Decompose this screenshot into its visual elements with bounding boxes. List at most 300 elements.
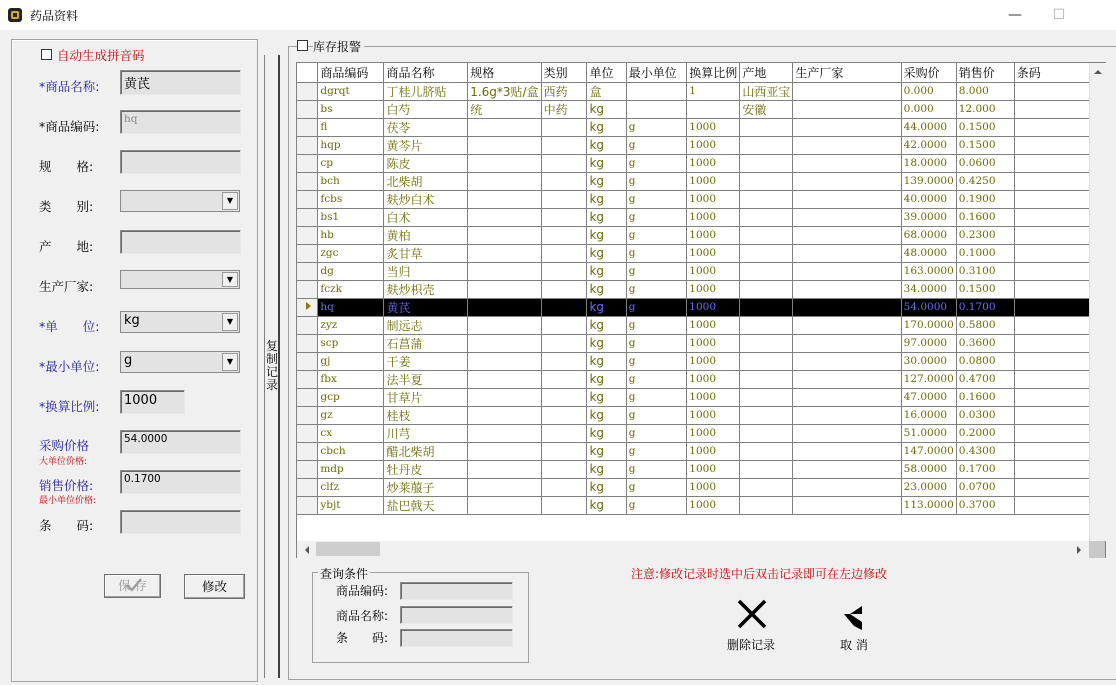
table-cell[interactable]: kg: [587, 316, 626, 334]
scroll-left-arrow-icon[interactable]: [302, 545, 312, 555]
table-cell[interactable]: 丁桂儿脐贴: [384, 82, 468, 100]
table-cell[interactable]: kg: [587, 208, 626, 226]
table-cell[interactable]: 18.0000: [901, 154, 956, 172]
table-cell[interactable]: [1014, 82, 1099, 100]
row-indicator[interactable]: [297, 388, 318, 406]
row-indicator[interactable]: [297, 244, 318, 262]
row-indicator[interactable]: [297, 352, 318, 370]
table-cell[interactable]: [1014, 316, 1099, 334]
table-cell[interactable]: [793, 478, 901, 496]
table-cell[interactable]: [468, 334, 541, 352]
table-cell[interactable]: [793, 334, 901, 352]
table-cell[interactable]: [541, 460, 587, 478]
table-cell[interactable]: 0.1500: [956, 136, 1014, 154]
table-cell[interactable]: [1014, 190, 1099, 208]
table-cell[interactable]: [1014, 100, 1099, 118]
table-cell[interactable]: 0.1900: [956, 190, 1014, 208]
table-cell[interactable]: 0.1600: [956, 208, 1014, 226]
row-indicator[interactable]: [297, 190, 318, 208]
origin-field[interactable]: [120, 230, 241, 254]
table-cell[interactable]: g: [626, 226, 687, 244]
table-cell[interactable]: 醋北柴胡: [384, 442, 468, 460]
column-header[interactable]: 换算比例: [687, 63, 740, 82]
maximize-button[interactable]: ☐: [1052, 7, 1066, 23]
table-cell[interactable]: [468, 406, 541, 424]
row-indicator[interactable]: [297, 478, 318, 496]
table-cell[interactable]: [793, 208, 901, 226]
table-cell[interactable]: [1014, 208, 1099, 226]
table-cell[interactable]: g: [626, 424, 687, 442]
table-cell[interactable]: [740, 190, 793, 208]
table-cell[interactable]: 42.0000: [901, 136, 956, 154]
table-cell[interactable]: 炒莱菔子: [384, 478, 468, 496]
table-cell[interactable]: 甘草片: [384, 388, 468, 406]
table-cell[interactable]: [1014, 226, 1099, 244]
table-cell[interactable]: hb: [318, 226, 384, 244]
table-row[interactable]: [297, 244, 1105, 262]
table-cell[interactable]: 1000: [687, 460, 740, 478]
table-cell[interactable]: g: [626, 388, 687, 406]
table-cell[interactable]: [740, 118, 793, 136]
table-cell[interactable]: 石菖蒲: [384, 334, 468, 352]
table-cell[interactable]: clfz: [318, 478, 384, 496]
table-cell[interactable]: kg: [587, 262, 626, 280]
column-header[interactable]: 规格: [468, 63, 541, 82]
ratio-field[interactable]: 1000: [120, 390, 185, 414]
table-cell[interactable]: kg: [587, 100, 626, 118]
table-cell[interactable]: 1000: [687, 226, 740, 244]
table-cell[interactable]: 34.0000: [901, 280, 956, 298]
table-cell[interactable]: [468, 460, 541, 478]
spec-field[interactable]: [120, 150, 241, 174]
table-cell[interactable]: [740, 154, 793, 172]
table-row[interactable]: [297, 406, 1105, 424]
table-row[interactable]: [297, 334, 1105, 352]
column-header[interactable]: 生产厂家: [793, 63, 901, 82]
table-cell[interactable]: [740, 352, 793, 370]
table-cell[interactable]: [793, 226, 901, 244]
table-cell[interactable]: 盐巴戟天: [384, 496, 468, 514]
table-cell[interactable]: [740, 406, 793, 424]
table-cell[interactable]: [468, 262, 541, 280]
table-cell[interactable]: g: [626, 442, 687, 460]
vertical-scrollbar[interactable]: [1089, 63, 1106, 541]
horizontal-scroll-thumb[interactable]: [316, 542, 380, 556]
table-cell[interactable]: 139.0000: [901, 172, 956, 190]
table-cell[interactable]: 1000: [687, 406, 740, 424]
table-cell[interactable]: g: [626, 190, 687, 208]
table-cell[interactable]: g: [626, 370, 687, 388]
table-cell[interactable]: [468, 442, 541, 460]
table-row[interactable]: [297, 280, 1105, 298]
table-row[interactable]: [297, 316, 1105, 334]
table-cell[interactable]: [1014, 352, 1099, 370]
table-cell[interactable]: 0.3100: [956, 262, 1014, 280]
table-cell[interactable]: [541, 496, 587, 514]
table-cell[interactable]: mdp: [318, 460, 384, 478]
table-row[interactable]: [297, 442, 1105, 460]
table-cell[interactable]: [541, 334, 587, 352]
table-cell[interactable]: 170.0000: [901, 316, 956, 334]
table-cell[interactable]: g: [626, 406, 687, 424]
table-cell[interactable]: 16.0000: [901, 406, 956, 424]
table-cell[interactable]: 8.000: [956, 82, 1014, 100]
query-code-field[interactable]: [400, 582, 513, 600]
table-cell[interactable]: 白术: [384, 208, 468, 226]
table-cell[interactable]: [468, 298, 541, 316]
table-cell[interactable]: bch: [318, 172, 384, 190]
table-row[interactable]: [297, 298, 1105, 316]
table-cell[interactable]: [740, 298, 793, 316]
table-cell[interactable]: [740, 442, 793, 460]
table-cell[interactable]: [1014, 460, 1099, 478]
table-cell[interactable]: 1000: [687, 172, 740, 190]
table-cell[interactable]: fczk: [318, 280, 384, 298]
stock-alarm-checkbox[interactable]: [297, 40, 308, 51]
table-cell[interactable]: kg: [587, 280, 626, 298]
table-cell[interactable]: [1014, 388, 1099, 406]
table-cell[interactable]: 1000: [687, 442, 740, 460]
table-cell[interactable]: [468, 226, 541, 244]
table-cell[interactable]: [541, 352, 587, 370]
table-cell[interactable]: 1000: [687, 280, 740, 298]
table-cell[interactable]: [1014, 244, 1099, 262]
table-cell[interactable]: 1.6g*3贴/盒: [468, 82, 541, 100]
min-unit-select[interactable]: [120, 351, 240, 373]
table-row[interactable]: [297, 172, 1105, 190]
table-cell[interactable]: 23.0000: [901, 478, 956, 496]
table-cell[interactable]: [740, 280, 793, 298]
table-cell[interactable]: 30.0000: [901, 352, 956, 370]
table-cell[interactable]: 0.3700: [956, 496, 1014, 514]
row-indicator[interactable]: [297, 226, 318, 244]
table-row[interactable]: [297, 82, 1105, 100]
table-cell[interactable]: 西药: [541, 82, 587, 100]
table-cell[interactable]: 97.0000: [901, 334, 956, 352]
table-cell[interactable]: 40.0000: [901, 190, 956, 208]
table-cell[interactable]: 麸炒白术: [384, 190, 468, 208]
column-header[interactable]: 商品名称: [384, 63, 468, 82]
table-cell[interactable]: [468, 244, 541, 262]
row-indicator[interactable]: [297, 316, 318, 334]
table-cell[interactable]: [468, 172, 541, 190]
table-cell[interactable]: [541, 244, 587, 262]
table-cell[interactable]: 法半夏: [384, 370, 468, 388]
horizontal-scrollbar[interactable]: [297, 541, 1089, 558]
row-indicator[interactable]: [297, 442, 318, 460]
table-cell[interactable]: [740, 316, 793, 334]
table-cell[interactable]: [541, 424, 587, 442]
table-cell[interactable]: g: [626, 262, 687, 280]
row-indicator[interactable]: [297, 280, 318, 298]
table-cell[interactable]: 白芍: [384, 100, 468, 118]
table-cell[interactable]: [1014, 334, 1099, 352]
table-cell[interactable]: g: [626, 208, 687, 226]
table-cell[interactable]: 麸炒枳壳: [384, 280, 468, 298]
table-cell[interactable]: 0.5800: [956, 316, 1014, 334]
table-cell[interactable]: [793, 496, 901, 514]
table-cell[interactable]: gz: [318, 406, 384, 424]
chevron-down-icon[interactable]: ▼: [222, 353, 238, 371]
minimize-button[interactable]: —: [1008, 7, 1022, 23]
table-cell[interactable]: bs1: [318, 208, 384, 226]
table-row[interactable]: [297, 352, 1105, 370]
table-cell[interactable]: g: [626, 298, 687, 316]
table-cell[interactable]: [793, 442, 901, 460]
table-cell[interactable]: 0.000: [901, 100, 956, 118]
chevron-down-icon[interactable]: ▼: [222, 313, 238, 331]
table-cell[interactable]: [468, 118, 541, 136]
table-cell[interactable]: 39.0000: [901, 208, 956, 226]
table-cell[interactable]: [793, 100, 901, 118]
table-cell[interactable]: 0.000: [901, 82, 956, 100]
table-row[interactable]: [297, 424, 1105, 442]
table-cell[interactable]: [793, 352, 901, 370]
table-cell[interactable]: 0.2300: [956, 226, 1014, 244]
column-header[interactable]: 类别: [541, 63, 587, 82]
row-indicator[interactable]: [297, 154, 318, 172]
table-cell[interactable]: scp: [318, 334, 384, 352]
table-cell[interactable]: [1014, 442, 1099, 460]
table-cell[interactable]: 58.0000: [901, 460, 956, 478]
table-cell[interactable]: 1000: [687, 262, 740, 280]
table-cell[interactable]: 1000: [687, 496, 740, 514]
table-cell[interactable]: 1000: [687, 352, 740, 370]
table-cell[interactable]: 68.0000: [901, 226, 956, 244]
table-cell[interactable]: kg: [587, 298, 626, 316]
table-cell[interactable]: kg: [587, 424, 626, 442]
table-cell[interactable]: kg: [587, 478, 626, 496]
table-row[interactable]: [297, 226, 1105, 244]
table-cell[interactable]: [793, 370, 901, 388]
row-indicator[interactable]: [297, 136, 318, 154]
delete-record-button[interactable]: [724, 595, 780, 655]
table-cell[interactable]: 54.0000: [901, 298, 956, 316]
table-cell[interactable]: [793, 262, 901, 280]
table-cell[interactable]: [793, 298, 901, 316]
table-cell[interactable]: 0.0600: [956, 154, 1014, 172]
table-cell[interactable]: fcbs: [318, 190, 384, 208]
row-indicator[interactable]: [297, 406, 318, 424]
table-cell[interactable]: g: [626, 172, 687, 190]
table-cell[interactable]: [541, 298, 587, 316]
table-cell[interactable]: 黄芩片: [384, 136, 468, 154]
table-cell[interactable]: [740, 424, 793, 442]
table-cell[interactable]: kg: [587, 190, 626, 208]
sale-price-field[interactable]: 0.1700: [120, 470, 241, 494]
table-cell[interactable]: 1000: [687, 478, 740, 496]
table-cell[interactable]: g: [626, 478, 687, 496]
maker-select[interactable]: [120, 270, 240, 289]
table-cell[interactable]: bs: [318, 100, 384, 118]
row-indicator[interactable]: [297, 172, 318, 190]
column-header[interactable]: 最小单位: [626, 63, 687, 82]
table-cell[interactable]: [793, 154, 901, 172]
table-cell[interactable]: [793, 424, 901, 442]
table-cell[interactable]: [740, 370, 793, 388]
table-cell[interactable]: kg: [587, 442, 626, 460]
table-cell[interactable]: [793, 280, 901, 298]
table-cell[interactable]: 113.0000: [901, 496, 956, 514]
table-cell[interactable]: 0.1500: [956, 118, 1014, 136]
table-cell[interactable]: g: [626, 352, 687, 370]
table-cell[interactable]: 0.1700: [956, 298, 1014, 316]
product-grid[interactable]: [296, 62, 1106, 558]
table-cell[interactable]: fbx: [318, 370, 384, 388]
table-cell[interactable]: [541, 118, 587, 136]
table-cell[interactable]: 1000: [687, 154, 740, 172]
table-row[interactable]: [297, 496, 1105, 514]
code-field[interactable]: hq: [120, 110, 241, 134]
row-indicator[interactable]: [297, 118, 318, 136]
table-cell[interactable]: 川芎: [384, 424, 468, 442]
table-cell[interactable]: [740, 172, 793, 190]
table-cell[interactable]: [541, 226, 587, 244]
table-cell[interactable]: [793, 190, 901, 208]
table-cell[interactable]: 44.0000: [901, 118, 956, 136]
table-cell[interactable]: [740, 460, 793, 478]
table-cell[interactable]: [1014, 136, 1099, 154]
table-cell[interactable]: ybjt: [318, 496, 384, 514]
column-header[interactable]: 条码: [1014, 63, 1099, 82]
table-cell[interactable]: [793, 82, 901, 100]
row-indicator[interactable]: [297, 370, 318, 388]
table-cell[interactable]: [468, 370, 541, 388]
table-cell[interactable]: 黄柏: [384, 226, 468, 244]
scroll-right-arrow-icon[interactable]: [1074, 545, 1084, 555]
column-header[interactable]: 单位: [587, 63, 626, 82]
table-cell[interactable]: [541, 388, 587, 406]
table-cell[interactable]: [1014, 298, 1099, 316]
table-row[interactable]: [297, 154, 1105, 172]
table-cell[interactable]: [1014, 262, 1099, 280]
table-cell[interactable]: 0.1500: [956, 280, 1014, 298]
table-cell[interactable]: g: [626, 460, 687, 478]
table-cell[interactable]: g: [626, 244, 687, 262]
unit-select[interactable]: [120, 311, 240, 333]
table-cell[interactable]: [793, 136, 901, 154]
query-barcode-field[interactable]: [400, 629, 513, 647]
table-cell[interactable]: kg: [587, 172, 626, 190]
table-cell[interactable]: kg: [587, 496, 626, 514]
table-cell[interactable]: fl: [318, 118, 384, 136]
table-cell[interactable]: 统: [468, 100, 541, 118]
table-cell[interactable]: [740, 496, 793, 514]
table-cell[interactable]: g: [626, 496, 687, 514]
save-button[interactable]: [104, 574, 161, 598]
table-cell[interactable]: 0.4250: [956, 172, 1014, 190]
table-cell[interactable]: kg: [587, 334, 626, 352]
table-cell[interactable]: [793, 460, 901, 478]
table-row[interactable]: [297, 460, 1105, 478]
table-cell[interactable]: 0.3600: [956, 334, 1014, 352]
table-cell[interactable]: [793, 388, 901, 406]
table-cell[interactable]: 1000: [687, 244, 740, 262]
table-cell[interactable]: 1000: [687, 424, 740, 442]
category-select[interactable]: [120, 190, 240, 212]
table-cell[interactable]: 163.0000: [901, 262, 956, 280]
table-row[interactable]: [297, 208, 1105, 226]
name-field[interactable]: 黄芪: [120, 70, 241, 95]
table-cell[interactable]: 炙甘草: [384, 244, 468, 262]
table-cell[interactable]: 1000: [687, 370, 740, 388]
table-cell[interactable]: [541, 370, 587, 388]
table-row[interactable]: [297, 262, 1105, 280]
row-indicator[interactable]: [297, 334, 318, 352]
table-cell[interactable]: zgc: [318, 244, 384, 262]
table-row[interactable]: [297, 388, 1105, 406]
table-cell[interactable]: 1000: [687, 334, 740, 352]
table-cell[interactable]: [541, 136, 587, 154]
table-cell[interactable]: [740, 262, 793, 280]
table-row[interactable]: [297, 370, 1105, 388]
row-indicator[interactable]: [297, 424, 318, 442]
table-cell[interactable]: 0.0700: [956, 478, 1014, 496]
table-cell[interactable]: [1014, 370, 1099, 388]
table-cell[interactable]: [740, 136, 793, 154]
table-cell[interactable]: 1000: [687, 136, 740, 154]
table-cell[interactable]: kg: [587, 352, 626, 370]
table-cell[interactable]: [541, 316, 587, 334]
table-cell[interactable]: 47.0000: [901, 388, 956, 406]
table-cell[interactable]: 0.4300: [956, 442, 1014, 460]
table-cell[interactable]: 1: [687, 82, 740, 100]
table-row[interactable]: [297, 478, 1105, 496]
row-indicator[interactable]: [297, 208, 318, 226]
table-cell[interactable]: 桂枝: [384, 406, 468, 424]
table-cell[interactable]: [740, 388, 793, 406]
table-cell[interactable]: [793, 172, 901, 190]
table-cell[interactable]: [740, 478, 793, 496]
current-row-arrow-icon[interactable]: [297, 298, 318, 316]
barcode-field[interactable]: [120, 510, 241, 534]
table-cell[interactable]: [468, 478, 541, 496]
table-cell[interactable]: [626, 100, 687, 118]
table-cell[interactable]: [1014, 172, 1099, 190]
table-cell[interactable]: [1014, 154, 1099, 172]
table-cell[interactable]: 1000: [687, 208, 740, 226]
table-cell[interactable]: 黄芪: [384, 298, 468, 316]
table-cell[interactable]: kg: [587, 136, 626, 154]
table-cell[interactable]: 0.1600: [956, 388, 1014, 406]
table-cell[interactable]: 51.0000: [901, 424, 956, 442]
table-cell[interactable]: [468, 154, 541, 172]
table-cell[interactable]: dg: [318, 262, 384, 280]
table-cell[interactable]: [468, 280, 541, 298]
table-cell[interactable]: [541, 262, 587, 280]
table-row[interactable]: [297, 190, 1105, 208]
table-cell[interactable]: kg: [587, 406, 626, 424]
table-cell[interactable]: [468, 388, 541, 406]
table-cell[interactable]: [468, 424, 541, 442]
table-cell[interactable]: kg: [587, 118, 626, 136]
row-indicator[interactable]: [297, 82, 318, 100]
table-cell[interactable]: kg: [587, 460, 626, 478]
cancel-button[interactable]: [834, 600, 884, 655]
chevron-down-icon[interactable]: ▼: [222, 272, 238, 287]
table-cell[interactable]: 1000: [687, 190, 740, 208]
table-cell[interactable]: 1000: [687, 388, 740, 406]
table-cell[interactable]: [541, 442, 587, 460]
table-cell[interactable]: [541, 280, 587, 298]
table-cell[interactable]: dgrqt: [318, 82, 384, 100]
table-cell[interactable]: [541, 478, 587, 496]
table-cell[interactable]: 0.0300: [956, 406, 1014, 424]
table-cell[interactable]: g: [626, 316, 687, 334]
table-cell[interactable]: 安徽: [740, 100, 793, 118]
table-cell[interactable]: [541, 208, 587, 226]
table-cell[interactable]: kg: [587, 154, 626, 172]
